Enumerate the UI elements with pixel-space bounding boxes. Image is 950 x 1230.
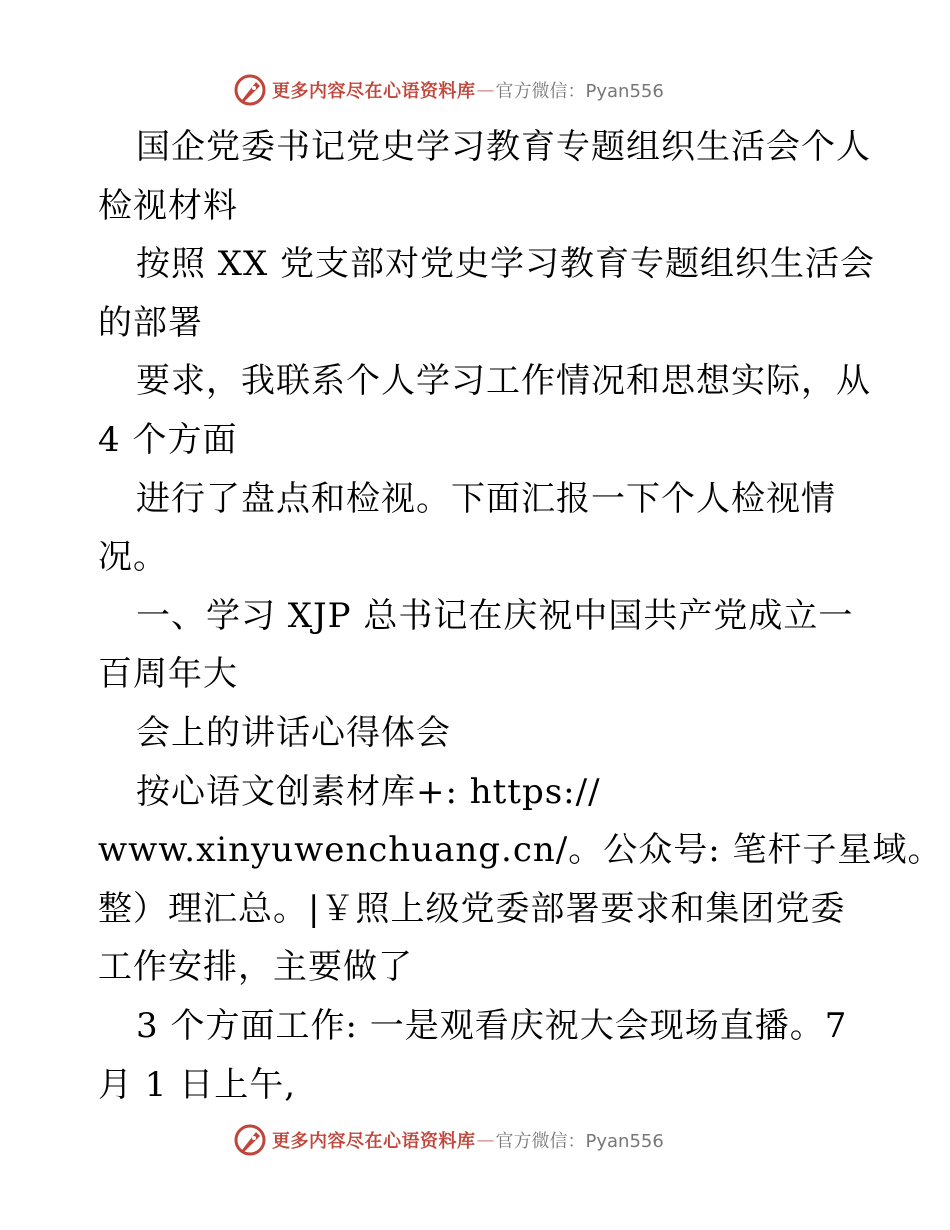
document-title-line-2: 检视材料: [98, 185, 238, 226]
paragraph-line: 按心语文创素材库+: https://: [136, 771, 601, 812]
pen-nib-circle-icon: [232, 72, 268, 108]
paragraph-line: 按照 XX 党支部对党史学习教育专题组织生活会: [136, 244, 876, 285]
paragraph-line: 的部署: [98, 302, 203, 343]
paragraph-line: 整）理汇总。|￥照上级党委部署要求和集团党委: [98, 888, 846, 929]
banner-highlight-text: 更多内容尽在心语资料库: [272, 81, 476, 102]
document-title-line-1: 国企党委书记党史学习教育专题组织生活会个人: [136, 127, 871, 167]
section-heading-line-1: 一、学习 XJP 总书记在庆祝中国共产党成立一: [136, 595, 854, 636]
section-heading-line-3: 会上的讲话心得体会: [136, 712, 451, 753]
banner-contact-text: 官方微信：Pyan556: [495, 1131, 664, 1152]
banner-contact-text: 官方微信：Pyan556: [495, 81, 664, 102]
banner-dash: —: [476, 79, 495, 101]
footer-banner: [232, 1120, 664, 1160]
document-body: [98, 118, 943, 1114]
paragraph-line: 要求，我联系个人学习工作情况和思想实际，从: [136, 361, 871, 402]
paragraph-line: 4 个方面: [98, 419, 238, 460]
section-heading-line-2: 百周年大: [98, 654, 238, 695]
paragraph-line-url: www.xinyuwenchuang.cn/。公众号: 笔杆子星域。: [98, 830, 943, 871]
paragraph-line: 工作安排，主要做了: [98, 947, 413, 988]
banner-dash: —: [476, 1129, 495, 1151]
header-banner: [232, 70, 664, 110]
paragraph-line: 月 1 日上午,: [98, 1064, 297, 1105]
paragraph-line: 3 个方面工作: 一是观看庆祝大会现场直播。7: [136, 1005, 848, 1046]
paragraph-line: 进行了盘点和检视。下面汇报一下个人检视情: [136, 478, 836, 519]
banner-highlight-text: 更多内容尽在心语资料库: [272, 1131, 476, 1152]
paragraph-line: 况。: [98, 537, 168, 578]
pen-nib-circle-icon: [232, 1122, 268, 1158]
